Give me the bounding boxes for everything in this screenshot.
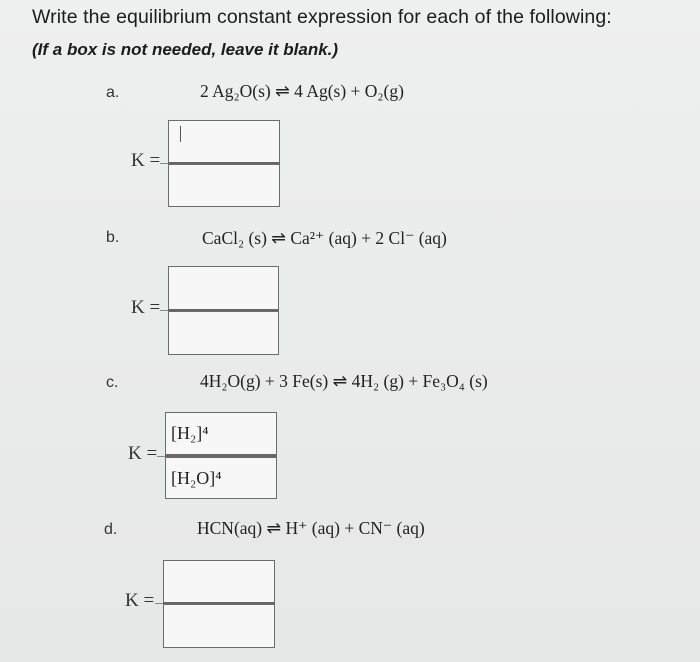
equals-connector <box>155 603 163 604</box>
equals-connector <box>160 163 168 164</box>
problem-c-label: c. <box>106 374 119 391</box>
problem-a-denominator-input[interactable] <box>168 164 280 207</box>
text-cursor <box>180 126 181 142</box>
problem-c-numerator-input[interactable]: [H₂]⁴ <box>165 412 277 455</box>
problem-a-numerator-input[interactable] <box>168 120 280 163</box>
instructions-title: Write the equilibrium constant expression for each of the following: <box>32 6 612 28</box>
problem-d-denominator-input[interactable] <box>163 604 275 648</box>
problem-b-k-label: K = <box>131 297 161 318</box>
equals-connector <box>160 310 168 311</box>
instructions-subtitle: (If a box is not needed, leave it blank.) <box>32 40 339 59</box>
problem-c-k-label: K = <box>128 443 158 464</box>
problem-d-numerator-input[interactable] <box>163 560 275 603</box>
problem-d-k-label: K = <box>125 590 155 611</box>
problem-a-equation: 2 Ag₂O(s) ⇌ 4 Ag(s) + O₂(g) <box>200 81 404 101</box>
problem-a-k-label: K = <box>131 150 161 171</box>
problem-d-equation: HCN(aq) ⇌ H⁺ (aq) + CN⁻ (aq) <box>197 518 425 538</box>
problem-c-denominator-input[interactable]: [H₂O]⁴ <box>165 457 277 499</box>
equals-connector <box>157 456 165 457</box>
problem-b-denominator-input[interactable] <box>168 311 279 355</box>
problem-c-equation: 4H₂O(g) + 3 Fe(s) ⇌ 4H₂ (g) + Fe₃O₄ (s) <box>200 371 488 391</box>
problem-d-label: d. <box>104 521 118 538</box>
problem-a-label: a. <box>106 84 120 101</box>
problem-b-numerator-input[interactable] <box>168 266 279 310</box>
problem-b-label: b. <box>106 229 120 246</box>
problem-b-equation: CaCl₂ (s) ⇌ Ca²⁺ (aq) + 2 Cl⁻ (aq) <box>202 228 447 248</box>
